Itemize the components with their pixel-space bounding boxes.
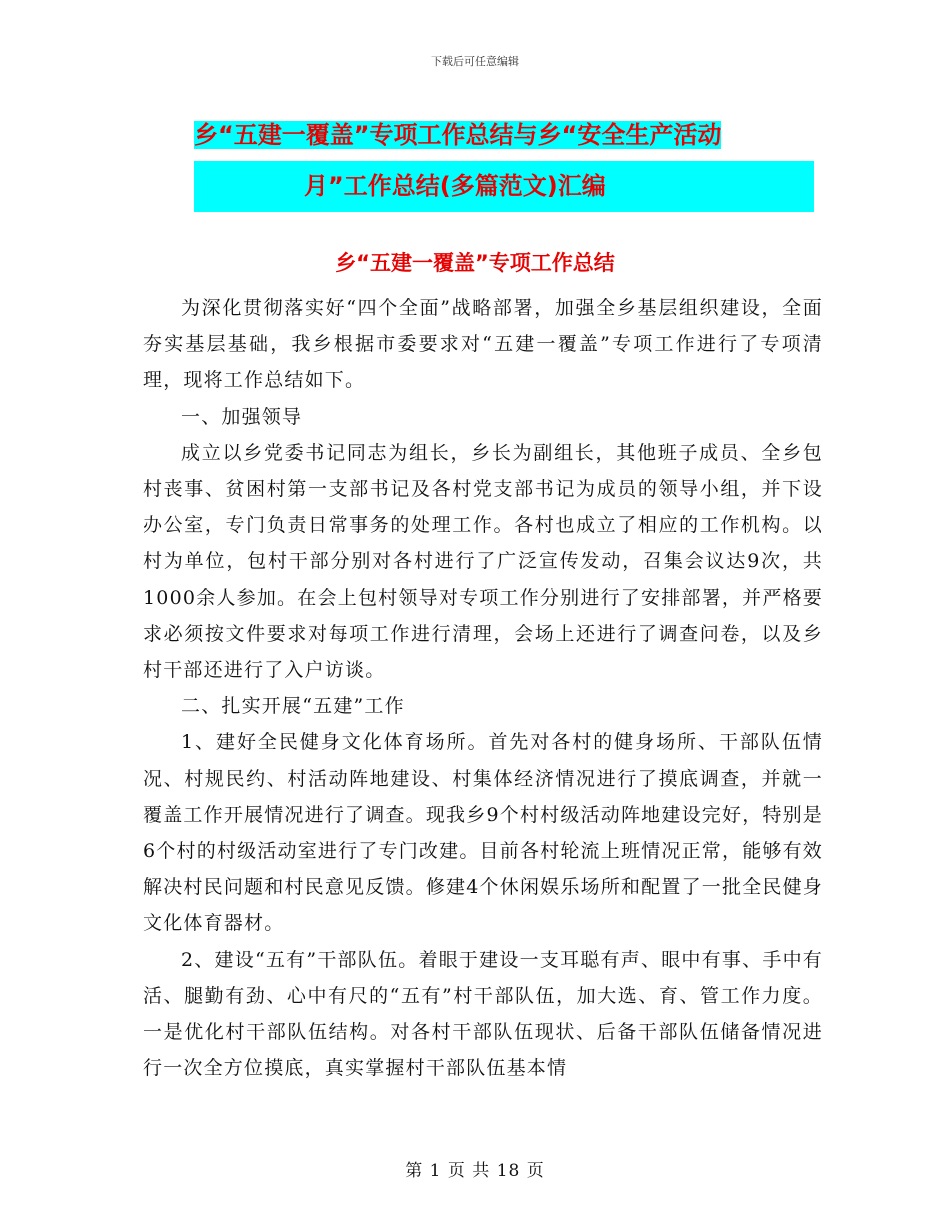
document-title bbox=[194, 110, 814, 212]
paragraph-intro: 为深化贯彻落实好“四个全面”战略部署，加强全乡基层组织建设，全面夯实基层基础，我乡根据市委要求对“五建一覆盖”专项工作进行了专项清理，现将工作总结如下。 bbox=[143, 297, 823, 392]
paragraph-leadership-group: 成立以乡党委书记同志为组长，乡长为副组长，其他班子成员、全乡包村丧事、贫困村第一支部书记及各村党支部书记为成员的领导小组，并下设办公室，专门负责日常事务的处理工作。各村也成立了相应的工作机构。以村为单位，包村干部分别对各村进行了广泛宣传发动，召集会议达9次，共1000余人参加。在会上包村领导对专项工作分别进行了安排部署，并严格要求必须按文件要求对每项工作进行清理，会场上还进行了调查问卷，以及乡村干部还进行了入户访谈。 bbox=[143, 441, 823, 682]
document-title-line-2: 月”工作总结(多篇范文)汇编 bbox=[304, 172, 606, 200]
document-body bbox=[143, 290, 823, 1086]
paragraph-fitness-venues: 1、建好全民健身文化体育场所。首先对各村的健身场所、干部队伍情况、村规民约、村活动阵地建设、村集体经济情况进行了摸底调查，并就一覆盖工作开展情况进行了调查。现我乡9个村村级活动阵地建设完好，特别是6个村的村级活动室进行了专门改建。目前各村轮流上班情况正常，能够有效解决村民问题和村民意见反馈。修建4个休闲娱乐场所和配置了一批全民健身文化体育器材。 bbox=[143, 731, 823, 935]
heading-strengthen-leadership: 一、加强领导 bbox=[181, 405, 303, 428]
section-title: 乡“五建一覆盖”专项工作总结 bbox=[335, 251, 615, 275]
header-note: 下载后可任意编辑 bbox=[431, 55, 519, 68]
heading-five-builds: 二、扎实开展“五建”工作 bbox=[181, 695, 405, 718]
paragraph-cadre-team: 2、建设“五有”干部队伍。着眼于建设一支耳聪有声、眼中有事、手中有活、腿勤有劲、心中有尺的“五有”村干部队伍，加大选、育、管工作力度。一是优化村干部队伍结构。对各村干部队伍现状、后备干部队伍储备情况进行一次全方位摸底，真实掌握村干部队伍基本情 bbox=[143, 948, 823, 1080]
document-title-line-1: 乡“五建一覆盖”专项工作总结与乡“安全生产活动 bbox=[194, 121, 722, 149]
page-number: 第 1 页 共 18 页 bbox=[405, 1161, 545, 1181]
